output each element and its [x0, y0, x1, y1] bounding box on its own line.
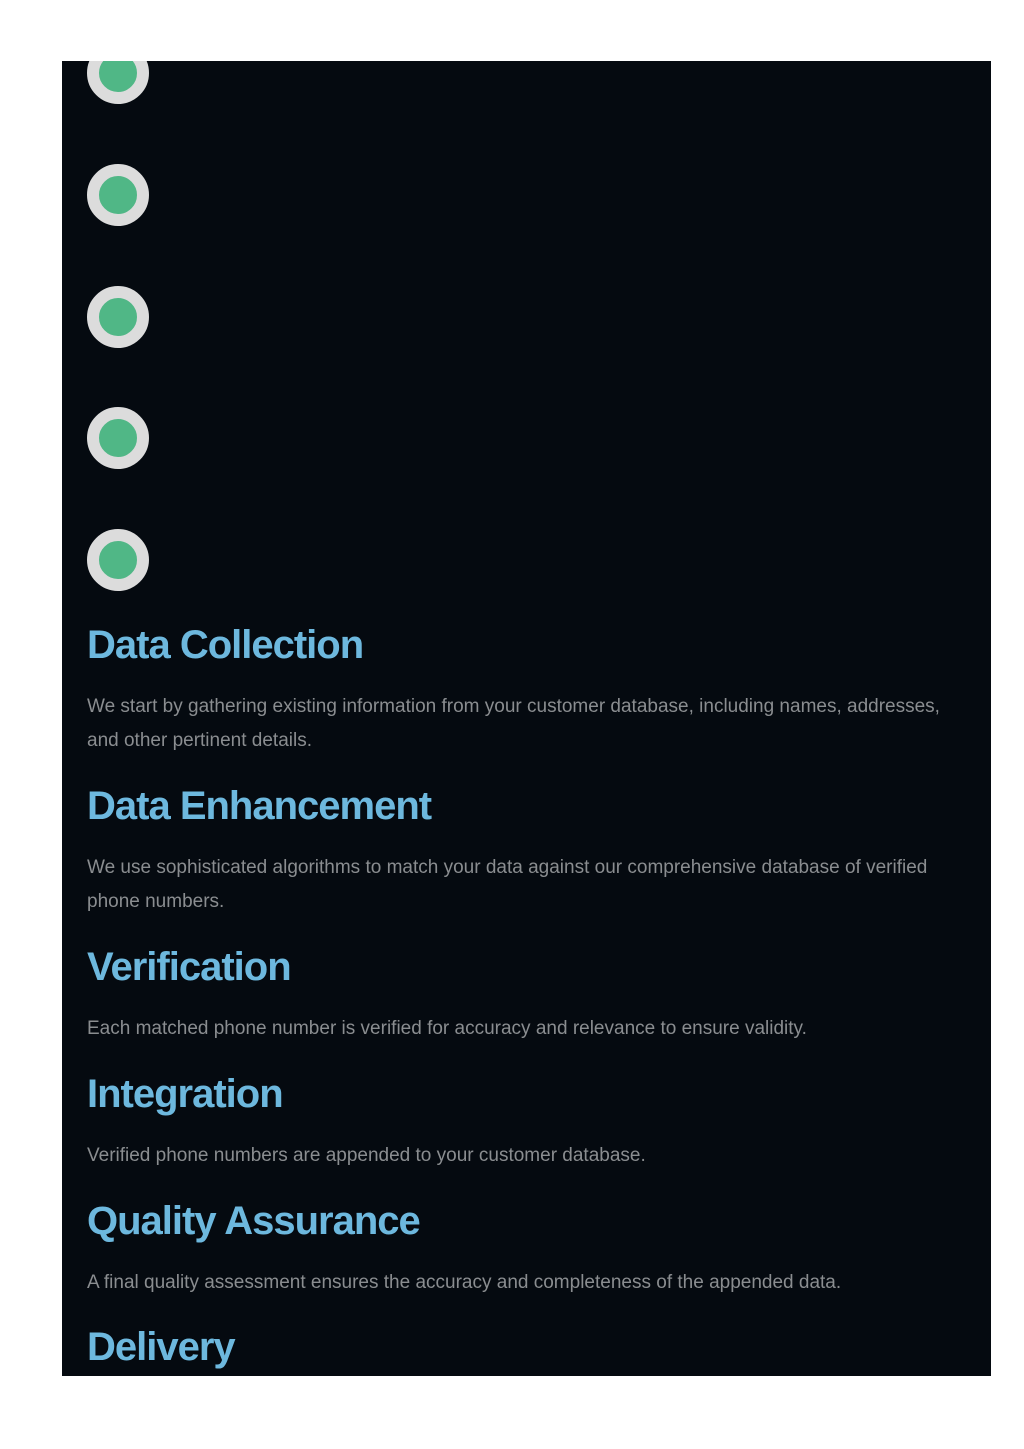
- step-title: Data Collection: [87, 623, 364, 667]
- timeline-dot-icon: [87, 286, 149, 348]
- step-description: A final quality assessment ensures the accuracy and completeness of the appended data.: [87, 1272, 842, 1293]
- process-panel: [62, 61, 991, 1376]
- timeline-dot-icon: [87, 529, 149, 591]
- step-delivery: [87, 1322, 947, 1372]
- timeline-dot-icon: [87, 61, 149, 104]
- step-description: We use sophisticated algorithms to match your data against our comprehensive database of verified phone numbers.: [87, 857, 928, 912]
- step-title: Quality Assurance: [87, 1199, 420, 1243]
- step-description: Verified phone numbers are appended to your customer database.: [87, 1145, 646, 1166]
- step-quality-assurance: [87, 1196, 947, 1300]
- step-data-collection: [87, 620, 947, 758]
- step-description: We start by gathering existing information from your customer database, including names, addresses, and other pertinent details.: [87, 696, 940, 751]
- timeline-dot-icon: [87, 164, 149, 226]
- timeline-dot-icon: [87, 407, 149, 469]
- step-title: Delivery: [87, 1325, 235, 1369]
- step-data-enhancement: [87, 781, 947, 919]
- step-title: Integration: [87, 1072, 283, 1116]
- step-title: Verification: [87, 945, 291, 989]
- step-description: Each matched phone number is verified for accuracy and relevance to ensure validity.: [87, 1018, 807, 1039]
- step-title: Data Enhancement: [87, 784, 432, 828]
- step-integration: [87, 1069, 947, 1173]
- step-verification: [87, 942, 947, 1046]
